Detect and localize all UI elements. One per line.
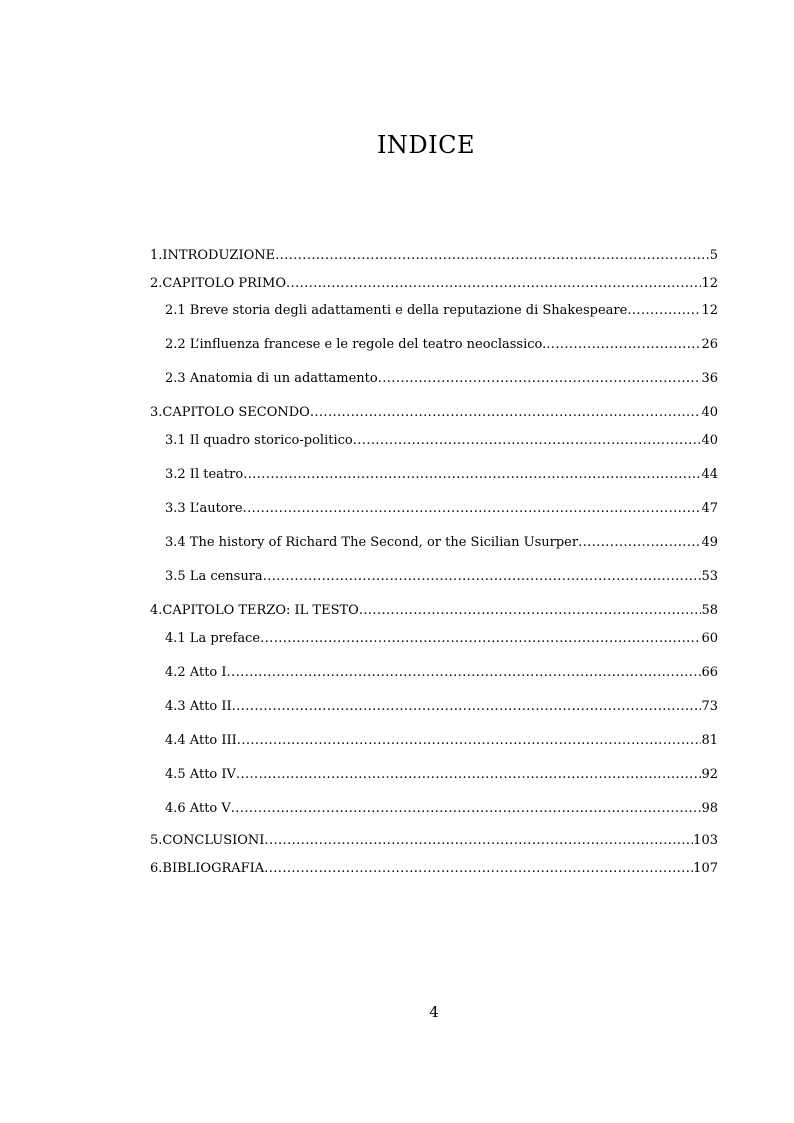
- toc-entry-label: 4.3 Atto II: [165, 699, 232, 714]
- toc-entry-page: 40: [701, 405, 718, 420]
- toc-entry-label: 1.INTRODUZIONE: [150, 248, 276, 263]
- toc-entry-label: 2.1 Breve storia degli adattamenti e della reputazione di Shakespeare: [165, 303, 628, 318]
- toc-dot-leader: [310, 404, 702, 422]
- toc-entry-label: 4.4 Atto III: [165, 733, 237, 748]
- toc-dot-leader: [264, 860, 693, 878]
- toc-entry-page: 49: [701, 535, 718, 550]
- toc-entry-label: 4.CAPITOLO TERZO: IL TESTO: [150, 603, 359, 618]
- toc-entry-label: 3.5 La censura: [165, 569, 263, 584]
- toc-entry-label: 4.6 Atto V: [165, 801, 231, 816]
- toc-dot-leader: [286, 275, 701, 293]
- toc-dot-leader: [243, 466, 701, 484]
- toc-entry-3-3[interactable]: [165, 500, 718, 518]
- toc-entry-label: 3.3 L’autore: [165, 501, 243, 516]
- toc-entry-bibliografia[interactable]: [150, 860, 718, 878]
- toc-entry-page: 73: [701, 699, 718, 714]
- toc-entry-2-2[interactable]: [165, 336, 718, 354]
- toc-dot-leader: [627, 302, 701, 320]
- toc-entry-page: 66: [701, 665, 718, 680]
- toc-entry-capitolo-terzo[interactable]: [150, 602, 718, 620]
- toc-entry-label: 2.CAPITOLO PRIMO: [150, 276, 287, 291]
- toc-dot-leader: [260, 630, 701, 648]
- toc-entry-4-6[interactable]: [165, 800, 718, 818]
- toc-entry-page: 92: [701, 767, 718, 782]
- toc-entry-4-5[interactable]: [165, 766, 718, 784]
- toc-entry-label: 6.BIBLIOGRAFIA: [150, 861, 265, 876]
- toc-entry-2-1[interactable]: [165, 302, 718, 320]
- toc-dot-leader: [243, 500, 702, 518]
- toc-entry-page: 103: [693, 833, 718, 848]
- toc-dot-leader: [546, 336, 701, 354]
- toc-entry-label: 3.2 Il teatro: [165, 467, 244, 482]
- toc-entry-page: 26: [701, 337, 718, 352]
- toc-entry-3-1[interactable]: [165, 432, 718, 450]
- toc-entry-2-3[interactable]: [165, 370, 718, 388]
- toc-entry-page: 44: [701, 467, 718, 482]
- toc-entry-3-4[interactable]: [165, 534, 718, 552]
- toc-entry-capitolo-secondo[interactable]: [150, 404, 718, 422]
- toc-dot-leader: [264, 832, 693, 850]
- toc-entry-4-2[interactable]: [165, 664, 718, 682]
- toc-entry-label: 2.3 Anatomia di un adattamento: [165, 371, 378, 386]
- toc-entry-label: 2.2 L’influenza francese e le regole del teatro neoclassico.: [165, 337, 547, 352]
- toc-entry-page: 53: [701, 569, 718, 584]
- toc-entry-page: 58: [701, 603, 718, 618]
- toc-entry-page: 81: [701, 733, 718, 748]
- toc-entry-conclusioni[interactable]: [150, 832, 718, 850]
- toc-dot-leader: [236, 766, 702, 784]
- page-number: 4: [429, 1003, 439, 1021]
- page-title: INDICE: [376, 131, 476, 159]
- toc-entry-label: 3.4 The history of Richard The Second, or the Sicilian Usurper: [165, 535, 579, 550]
- toc-dot-leader: [275, 247, 710, 265]
- toc-entry-label: 4.2 Atto I: [165, 665, 227, 680]
- toc-entry-capitolo-primo[interactable]: [150, 275, 718, 293]
- toc-dot-leader: [232, 698, 702, 716]
- toc-entry-page: 98: [701, 801, 718, 816]
- toc-entry-3-2[interactable]: [165, 466, 718, 484]
- toc-dot-leader: [378, 370, 702, 388]
- toc-entry-label: 4.1 La preface: [165, 631, 261, 646]
- toc-entry-page: 12: [701, 303, 718, 318]
- toc-dot-leader: [237, 732, 702, 750]
- toc-entry-label: 5.CONCLUSIONI: [150, 833, 265, 848]
- toc-entry-page: 40: [701, 433, 718, 448]
- toc-entry-introduzione[interactable]: [150, 247, 718, 265]
- toc-entry-page: 5: [709, 248, 718, 263]
- toc-entry-page: 36: [701, 371, 718, 386]
- toc-entry-page: 47: [701, 501, 718, 516]
- toc-dot-leader: [353, 432, 702, 450]
- toc-entry-4-4[interactable]: [165, 732, 718, 750]
- toc-entry-page: 60: [701, 631, 718, 646]
- toc-dot-leader: [227, 664, 702, 682]
- toc-entry-page: 107: [693, 861, 718, 876]
- toc-entry-4-3[interactable]: [165, 698, 718, 716]
- toc-entry-3-5[interactable]: [165, 568, 718, 586]
- toc-entry-page: 12: [701, 276, 718, 291]
- toc-dot-leader: [231, 800, 702, 818]
- toc-entry-4-1[interactable]: [165, 630, 718, 648]
- toc-dot-leader: [578, 534, 701, 552]
- toc-entry-label: 3.1 Il quadro storico-politico: [165, 433, 353, 448]
- toc-entry-label: 3.CAPITOLO SECONDO: [150, 405, 310, 420]
- toc-dot-leader: [359, 602, 702, 620]
- toc-entry-label: 4.5 Atto IV: [165, 767, 236, 782]
- toc-dot-leader: [263, 568, 702, 586]
